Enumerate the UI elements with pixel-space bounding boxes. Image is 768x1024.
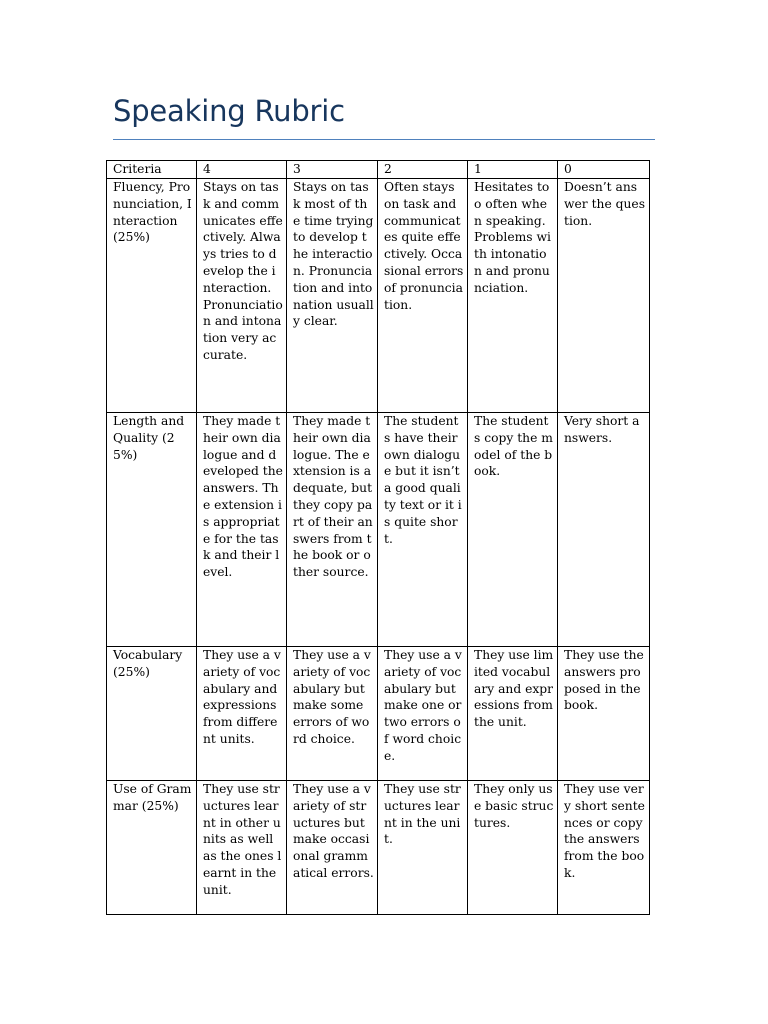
score-cell: They use a variety of structures but make occasional grammatical errors.: [287, 781, 378, 915]
criteria-cell: Length and Quality (25%): [107, 413, 197, 647]
table-row: [107, 647, 650, 781]
criteria-cell: Use of Grammar (25%): [107, 781, 197, 915]
score-cell: Doesn’t answer the question.: [558, 179, 650, 413]
table-row: [107, 413, 650, 647]
rubric-table: [106, 160, 650, 915]
score-cell: Often stays on task and communicates quite effectively. Occasional errors of pronunciation.: [378, 179, 468, 413]
header-cell-score-0: 0: [558, 161, 650, 179]
score-cell: Stays on task and communicates effectively. Always tries to develop the interaction. Pronunciation and intonation very accurate.: [197, 179, 287, 413]
header-cell-criteria: Criteria: [107, 161, 197, 179]
score-cell: They use the answers proposed in the book.: [558, 647, 650, 781]
score-cell: They use a variety of vocabulary but make one or two errors of word choice.: [378, 647, 468, 781]
score-cell: They use a variety of vocabulary and expressions from different units.: [197, 647, 287, 781]
score-cell: They use limited vocabulary and expressions from the unit.: [468, 647, 558, 781]
score-cell: They made their own dialogue and developed the answers. The extension is appropriate for the task and their level.: [197, 413, 287, 647]
score-cell: They use structures learnt in the unit.: [378, 781, 468, 915]
score-cell: They use very short sentences or copy the answers from the book.: [558, 781, 650, 915]
header-cell-score-3: 3: [287, 161, 378, 179]
criteria-cell: Vocabulary (25%): [107, 647, 197, 781]
score-cell: Hesitates too often when speaking. Problems with intonation and pronunciation.: [468, 179, 558, 413]
table-header-row: [107, 161, 650, 179]
score-cell: They use a variety of vocabulary but make some errors of word choice.: [287, 647, 378, 781]
score-cell: They made their own dialogue. The extension is adequate, but they copy part of their answers from the book or other source.: [287, 413, 378, 647]
header-cell-score-4: 4: [197, 161, 287, 179]
score-cell: They only use basic structures.: [468, 781, 558, 915]
title-divider: [113, 139, 655, 140]
header-cell-score-1: 1: [468, 161, 558, 179]
score-cell: They use structures learnt in other units as well as the ones learnt in the unit.: [197, 781, 287, 915]
table-row: [107, 781, 650, 915]
score-cell: Stays on task most of the time trying to develop the interaction. Pronunciation and intonation usually clear.: [287, 179, 378, 413]
score-cell: The students copy the model of the book.: [468, 413, 558, 647]
score-cell: The students have their own dialogue but it isn’t a good quality text or it is quite short.: [378, 413, 468, 647]
score-cell: Very short answers.: [558, 413, 650, 647]
header-cell-score-2: 2: [378, 161, 468, 179]
page-title: Speaking Rubric: [113, 94, 345, 128]
table-row: [107, 179, 650, 413]
criteria-cell: Fluency, Pronunciation, Interaction (25%): [107, 179, 197, 413]
